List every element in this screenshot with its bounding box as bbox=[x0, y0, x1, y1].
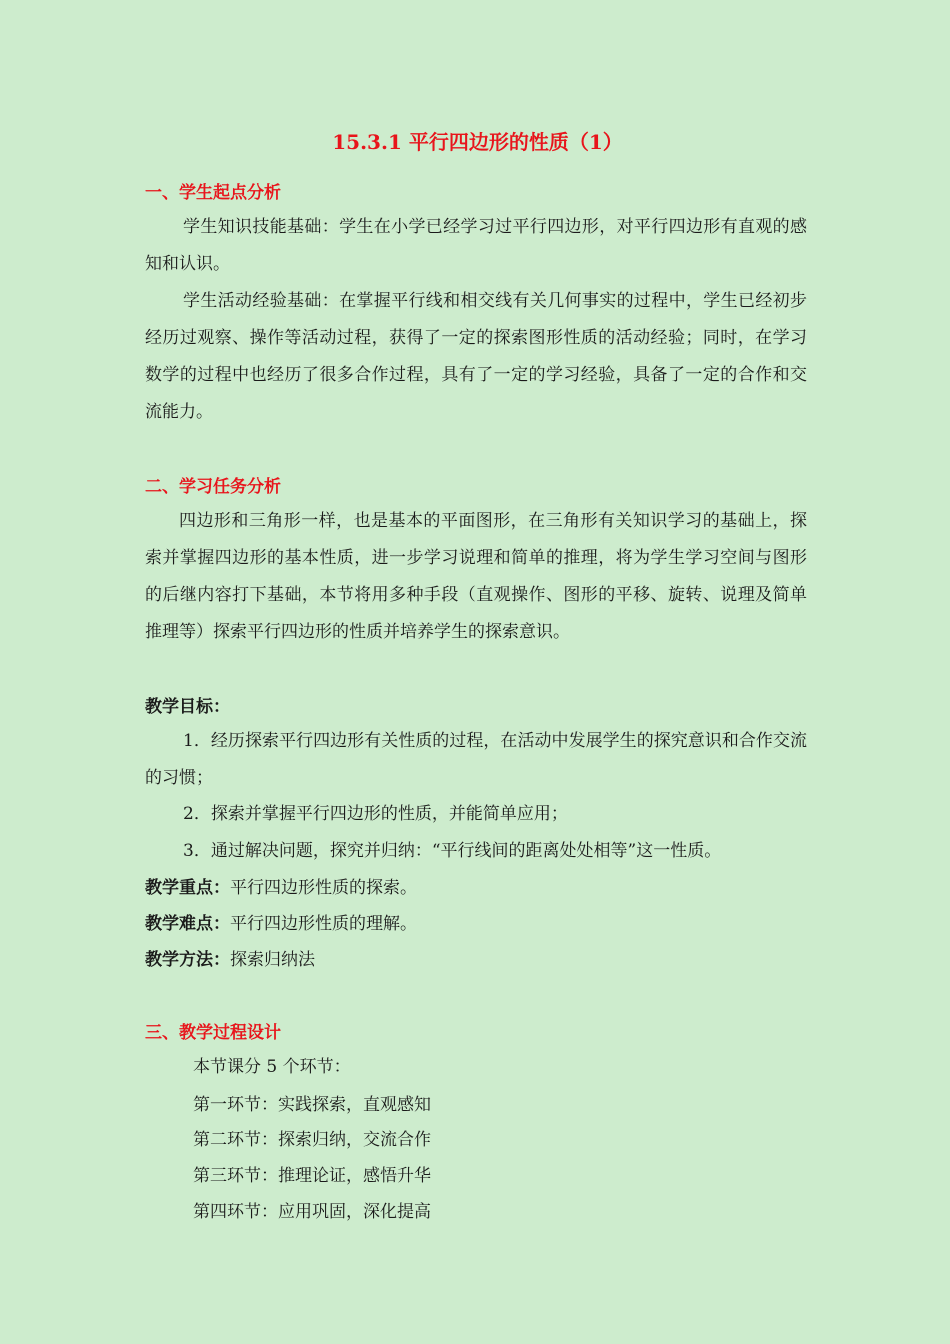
teaching-difficulty-value: 平行四边形性质的理解。 bbox=[230, 914, 417, 934]
process-step-2: 第二环节：探索归纳，交流合作 bbox=[193, 1130, 431, 1150]
paragraph-task-analysis: 四边形和三角形一样，也是基本的平面图形，在三角形有关知识学习的基础上，探索并掌握四边形的基本性质，进一步学习说理和简单的推理，将为学生学习空间与图形的后继内容打下基础，本节将用多种手段（直观操作、图形的平移、旋转、说理及简单推理等）探索平行四边形的性质并培养学生的探索意识。 bbox=[145, 511, 807, 642]
teaching-key-label: 教学重点： bbox=[145, 878, 230, 898]
teaching-method bbox=[145, 947, 315, 973]
teaching-method-value: 探索归纳法 bbox=[230, 950, 315, 970]
teaching-key-point bbox=[145, 875, 417, 901]
process-step-1: 第一环节：实践探索，直观感知 bbox=[193, 1095, 431, 1115]
teaching-key-value: 平行四边形性质的探索。 bbox=[230, 878, 417, 898]
teaching-goals-label: 教学目标： bbox=[145, 697, 230, 717]
section-heading-process-design: 三、教学过程设计 bbox=[145, 1023, 281, 1043]
teaching-method-label: 教学方法： bbox=[145, 950, 230, 970]
teaching-difficulty-label: 教学难点： bbox=[145, 914, 230, 934]
teaching-goal-1: 1．经历探索平行四边形有关性质的过程，在活动中发展学生的探究意识和合作交流的习惯； bbox=[145, 731, 807, 788]
document-title: 15.3.1 平行四边形的性质（1） bbox=[332, 130, 623, 154]
process-step-4: 第四环节：应用巩固，深化提高 bbox=[193, 1202, 431, 1222]
teaching-goal-2: 2．探索并掌握平行四边形的性质，并能简单应用； bbox=[183, 804, 568, 824]
paragraph-activity-basis: 学生活动经验基础：在掌握平行线和相交线有关几何事实的过程中，学生已经初步经历过观察、操作等活动过程，获得了一定的探索图形性质的活动经验；同时，在学习数学的过程中也经历了很多合作过程，具有了一定的学习经验，具备了一定的合作和交流能力。 bbox=[145, 291, 807, 422]
section-heading-task-analysis: 二、学习任务分析 bbox=[145, 477, 281, 497]
teaching-goal-3: 3．通过解决问题，探究并归纳：“平行线间的距离处处相等”这一性质。 bbox=[183, 841, 722, 861]
process-intro: 本节课分 5 个环节： bbox=[193, 1057, 351, 1077]
teaching-difficulty bbox=[145, 911, 417, 937]
paragraph-knowledge-basis: 学生知识技能基础：学生在小学已经学习过平行四边形，对平行四边形有直观的感知和认识。 bbox=[145, 217, 807, 274]
section-heading-student-analysis: 一、学生起点分析 bbox=[145, 183, 281, 203]
process-step-3: 第三环节：推理论证，感悟升华 bbox=[193, 1166, 431, 1186]
